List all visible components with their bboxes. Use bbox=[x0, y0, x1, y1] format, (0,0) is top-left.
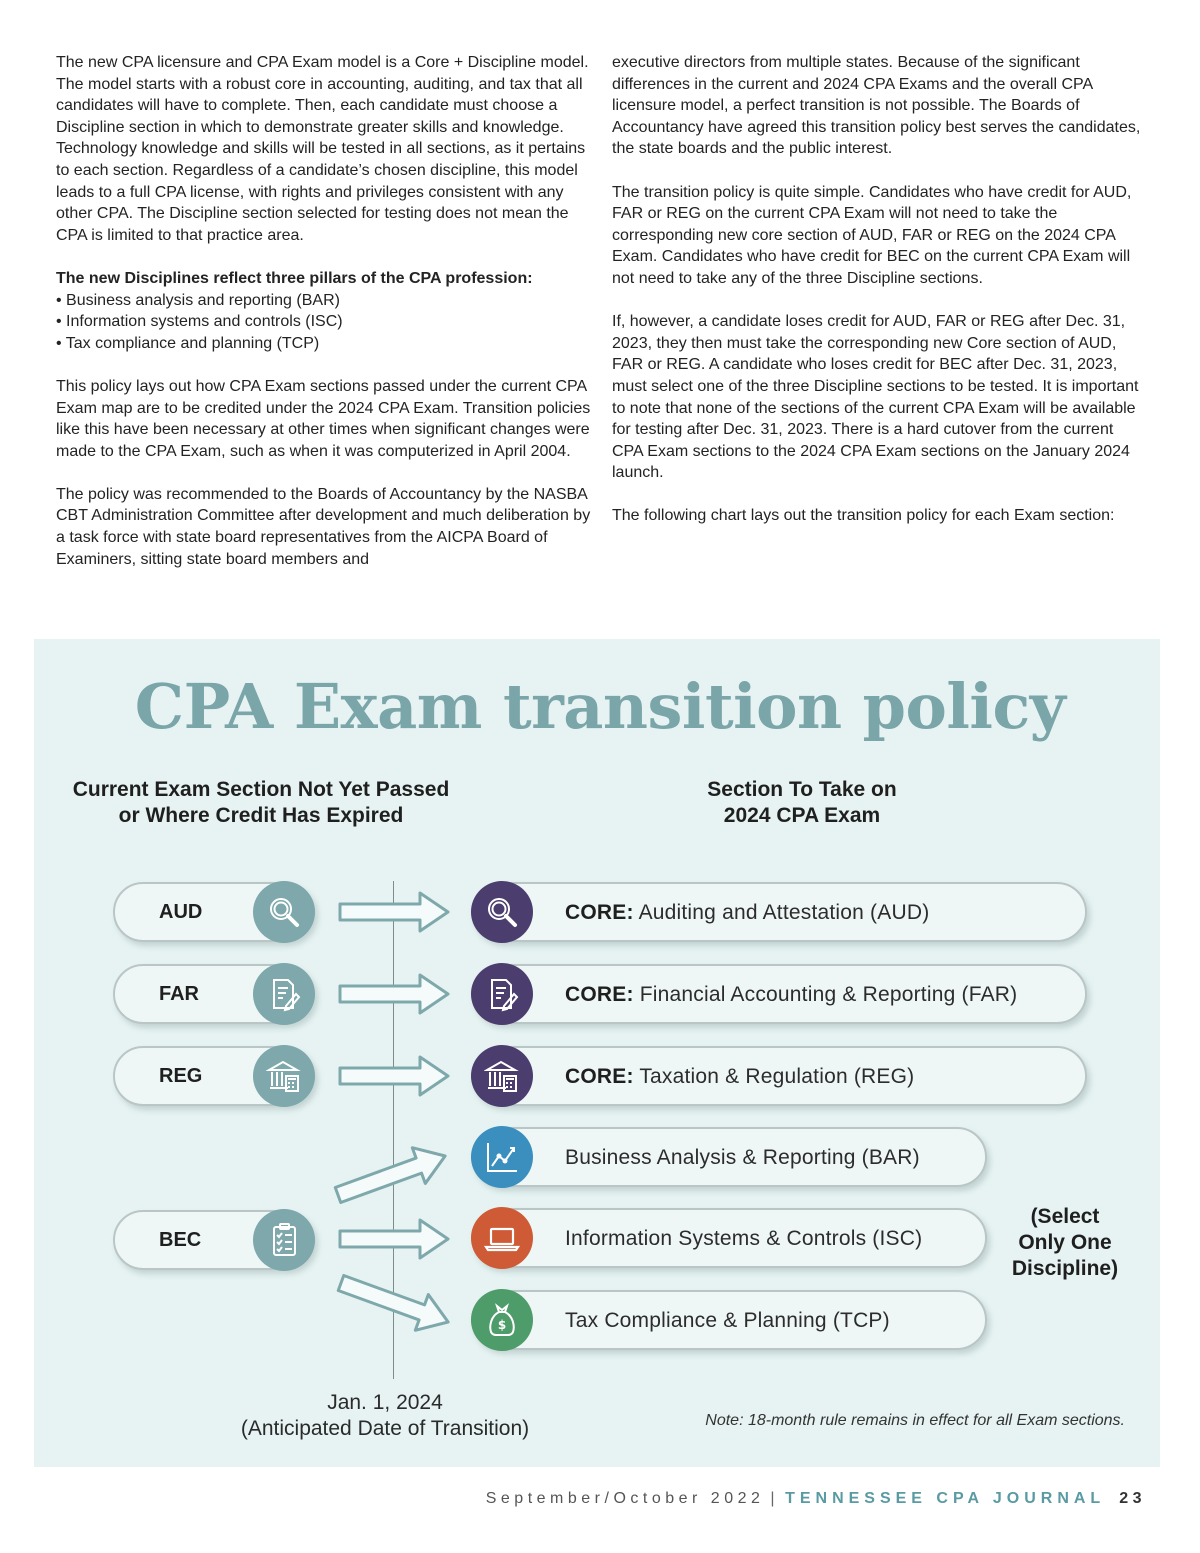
left-heading-line: or Where Credit Has Expired bbox=[118, 804, 404, 827]
select-note-line: Discipline) bbox=[1011, 1257, 1119, 1280]
left-paragraph-1: The new CPA licensure and CPA Exam model is a Core + Discipline model. The model starts with a robust core in accounting, auditing, and tax that all candidates will have to complete. Then, each candidate must choose a Discipline section in which to demonstrate greater skills and knowledge. Technology knowledge and skills will be tested in all sections, as it pertains to each section. Regardless of a candidate’s chosen discipline, this model leads to a full CPA license, with rights and privileges consistent with any other CPA. The Discipline section selected for testing does not mean the CPA is limited to that practice area. bbox=[56, 54, 589, 244]
right-heading-line: Section To Take on bbox=[707, 778, 897, 801]
article-left-column bbox=[56, 52, 596, 592]
current-section-bec bbox=[113, 1210, 315, 1270]
left-column-heading bbox=[40, 777, 482, 829]
magnifier-icon bbox=[471, 881, 533, 943]
select-note-line: Only One bbox=[1018, 1231, 1112, 1254]
transition-timeline-line bbox=[393, 881, 394, 1379]
money-bag-icon bbox=[471, 1289, 533, 1351]
pillar-item: • Tax compliance and planning (TCP) bbox=[56, 334, 320, 352]
pillar-item: • Information systems and controls (ISC) bbox=[56, 313, 343, 331]
infographic-footnote: Note: 18-month rule remains in effect for all Exam sections. bbox=[705, 1412, 1125, 1429]
page-footer bbox=[0, 1490, 1146, 1508]
core-section-name: Financial Accounting & Reporting (FAR) bbox=[639, 983, 1018, 1006]
discipline-section-tcp bbox=[471, 1290, 987, 1350]
svg-text:$: $ bbox=[497, 1318, 507, 1332]
core-prefix: CORE: bbox=[565, 1065, 634, 1088]
left-paragraph-3: The policy was recommended to the Boards of Accountancy by the NASBA CBT Administration Committee after development and much deliberation by a task force with state board representatives from the AICPA Board of Examiners, sitting state board members and bbox=[56, 485, 591, 568]
pillars-list bbox=[56, 290, 596, 355]
core-prefix: CORE: bbox=[565, 901, 634, 924]
magnifier-icon bbox=[253, 881, 315, 943]
core-section-far bbox=[471, 964, 1087, 1024]
current-section-aud bbox=[113, 882, 315, 942]
line-chart-icon bbox=[471, 1126, 533, 1188]
core-section-reg bbox=[471, 1046, 1087, 1106]
current-section-label: BEC bbox=[159, 1229, 202, 1251]
current-section-reg bbox=[113, 1046, 315, 1106]
core-section-text bbox=[565, 1065, 914, 1089]
core-section-name: Auditing and Attestation (AUD) bbox=[638, 901, 930, 924]
select-note-line: (Select bbox=[1030, 1205, 1100, 1228]
discipline-section-name: Tax Compliance & Planning (TCP) bbox=[565, 1309, 890, 1332]
current-section-label: AUD bbox=[159, 901, 203, 923]
discipline-section-name: Business Analysis & Reporting (BAR) bbox=[565, 1146, 920, 1169]
core-section-aud bbox=[471, 882, 1087, 942]
transition-date-label bbox=[200, 1390, 570, 1442]
document-pen-icon bbox=[471, 963, 533, 1025]
article-right-column bbox=[612, 52, 1142, 549]
laptop-icon bbox=[471, 1207, 533, 1269]
transition-date: Jan. 1, 2024 bbox=[327, 1391, 443, 1414]
document-pen-icon bbox=[253, 963, 315, 1025]
current-section-far bbox=[113, 964, 315, 1024]
select-one-discipline-note bbox=[990, 1204, 1140, 1282]
discipline-section-isc bbox=[471, 1208, 987, 1268]
core-section-text bbox=[565, 901, 929, 925]
right-paragraph-4: The following chart lays out the transition policy for each Exam section: bbox=[612, 507, 1115, 525]
footer-separator: | bbox=[770, 1490, 780, 1507]
right-heading-line: 2024 CPA Exam bbox=[723, 804, 881, 827]
footer-journal-name: TENNESSEE CPA JOURNAL bbox=[785, 1490, 1106, 1507]
right-paragraph-3: If, however, a candidate loses credit for AUD, FAR or REG after Dec. 31, 2023, they then must take the corresponding new Core section of AUD, FAR or REG. A candidate who loses credit for BEC after Dec. 31, 2023, must select one of the three Discipline sections to be tested. It is important to note that none of the sections of the current CPA Exam will be available for testing after Dec. 31, 2023. There is a hard cutover from the current CPA Exam sections to the 2024 CPA Exam sections on the January 2024 launch. bbox=[612, 313, 1139, 482]
right-paragraph-1: executive directors from multiple states. Because of the significant differences in the current and 2024 CPA Exams and the overall CPA licensure model, a perfect transition is not possible. The Boards of Accountancy have agreed this transition policy best serves the candidates, the state boards and the public interest. bbox=[612, 54, 1141, 158]
core-prefix: CORE: bbox=[565, 983, 634, 1006]
current-section-label: REG bbox=[159, 1065, 203, 1087]
right-column-heading bbox=[632, 777, 972, 829]
right-paragraph-2: The transition policy is quite simple. Candidates who have credit for AUD, FAR or REG on the current CPA Exam will not need to take the corresponding new core section of AUD, FAR or REG on the 2024 CPA Exam. Candidates who have credit for BEC on the current CPA Exam will not need to take any of the three Discipline sections. bbox=[612, 183, 1132, 287]
clipboard-checklist-icon bbox=[253, 1209, 315, 1271]
discipline-section-name: Information Systems & Controls (ISC) bbox=[565, 1227, 923, 1250]
transition-date-caption: (Anticipated Date of Transition) bbox=[240, 1417, 530, 1440]
left-heading-line: Current Exam Section Not Yet Passed bbox=[72, 778, 450, 801]
bank-calculator-icon bbox=[253, 1045, 315, 1107]
bank-calculator-icon bbox=[471, 1045, 533, 1107]
core-section-text bbox=[565, 983, 1017, 1007]
page-number: 23 bbox=[1119, 1490, 1146, 1507]
core-section-name: Taxation & Regulation (REG) bbox=[639, 1065, 915, 1088]
left-paragraph-2: This policy lays out how CPA Exam sections passed under the current CPA Exam map are to be credited under the 2024 CPA Exam. Transition policies like this have been necessary at other times when significant changes were made to the CPA Exam, such as when it was computerized in April 2004. bbox=[56, 377, 591, 460]
pillars-heading: The new Disciplines reflect three pillars of the CPA profession: bbox=[56, 269, 533, 287]
pillar-item: • Business analysis and reporting (BAR) bbox=[56, 291, 340, 309]
current-section-label: FAR bbox=[159, 983, 199, 1005]
infographic-title: CPA Exam transition policy bbox=[134, 670, 1066, 743]
discipline-section-bar bbox=[471, 1127, 987, 1187]
footer-issue: September/October 2022 bbox=[485, 1490, 765, 1507]
